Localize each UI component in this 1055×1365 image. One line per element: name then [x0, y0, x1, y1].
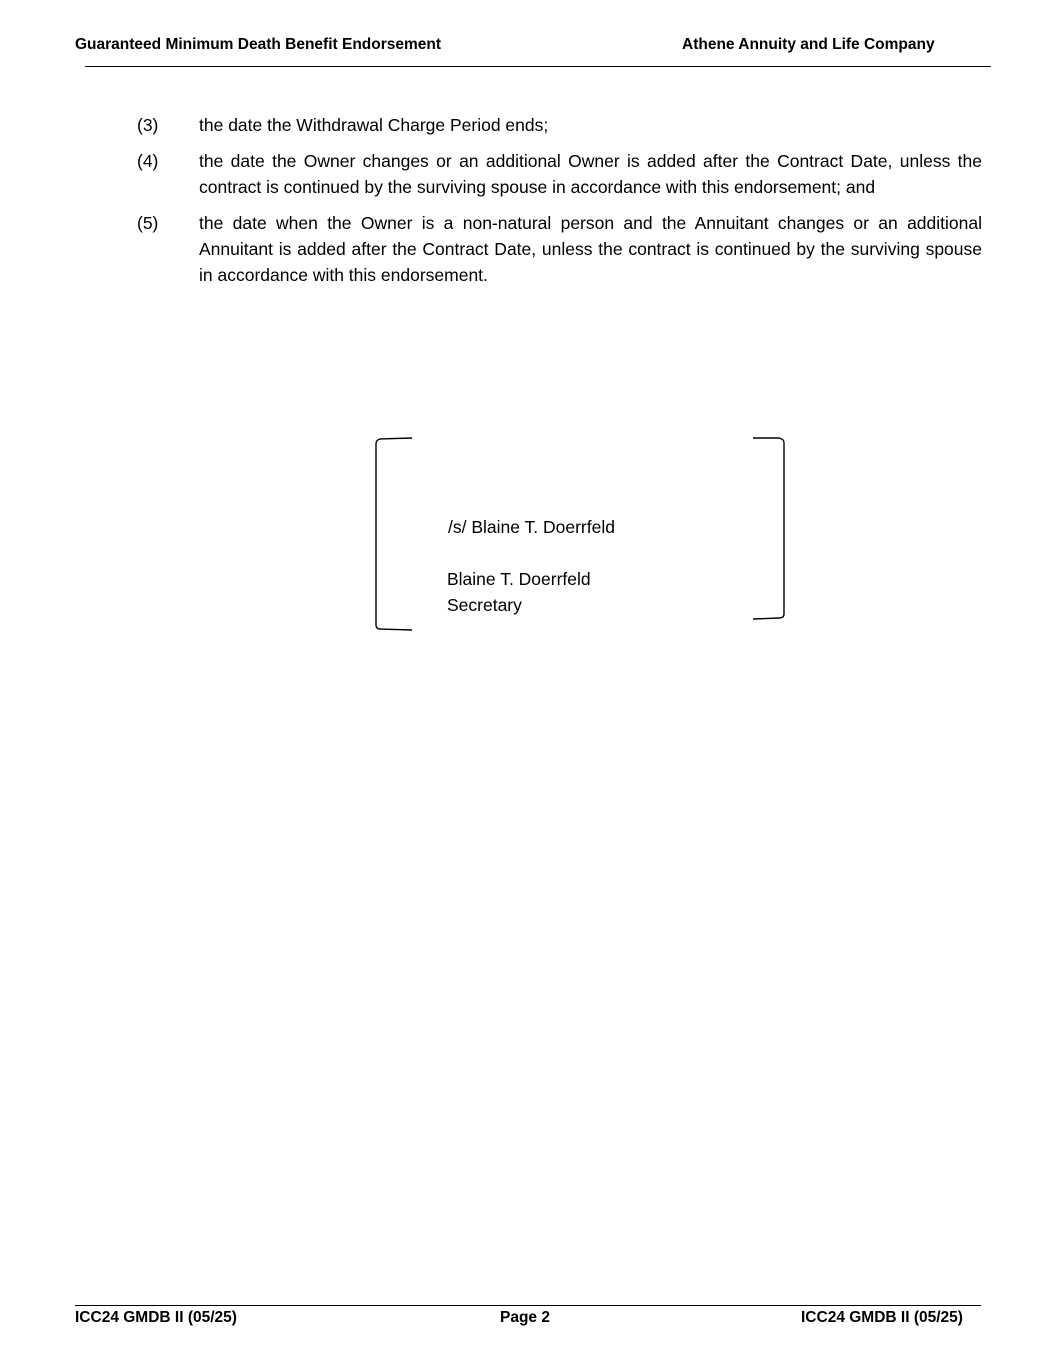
item-number: (4): [137, 151, 159, 171]
item-text: the date when the Owner is a non-natural person and the Annuitant changes or an additional Annuitant is added after the Contract Date, unless the contract is continued by the surviving spouse in accordance with this endorsement.: [199, 213, 982, 285]
item-text: the date the Withdrawal Charge Period ends;: [199, 115, 549, 135]
footer-form-number-left: ICC24 GMDB II (05/25): [75, 1309, 237, 1326]
list-item: [137, 210, 982, 288]
item-text: the date the Owner changes or an additional Owner is added after the Contract Date, unless the contract is continued by the surviving spouse in accordance with this endorsement; and: [199, 151, 982, 197]
signatory-title: Secretary: [447, 595, 522, 615]
list-item: [137, 112, 982, 138]
signature-bracket-right: [748, 432, 792, 628]
signature-signed-line: /s/ Blaine T. Doerrfeld: [448, 517, 615, 537]
signatory-name: Blaine T. Doerrfeld: [447, 569, 591, 589]
header-document-title: Guaranteed Minimum Death Benefit Endorsement: [75, 36, 442, 53]
header-company-name: Athene Annuity and Life Company: [682, 36, 935, 53]
footer-page-number: Page 2: [500, 1309, 550, 1326]
footer-form-number-right: ICC24 GMDB II (05/25): [801, 1309, 963, 1326]
item-number: (5): [137, 213, 159, 233]
header-divider: [85, 66, 991, 67]
item-number: (3): [137, 115, 159, 135]
footer-divider: [75, 1305, 981, 1306]
list-item: [137, 148, 982, 200]
signature-bracket-left: [370, 432, 420, 638]
